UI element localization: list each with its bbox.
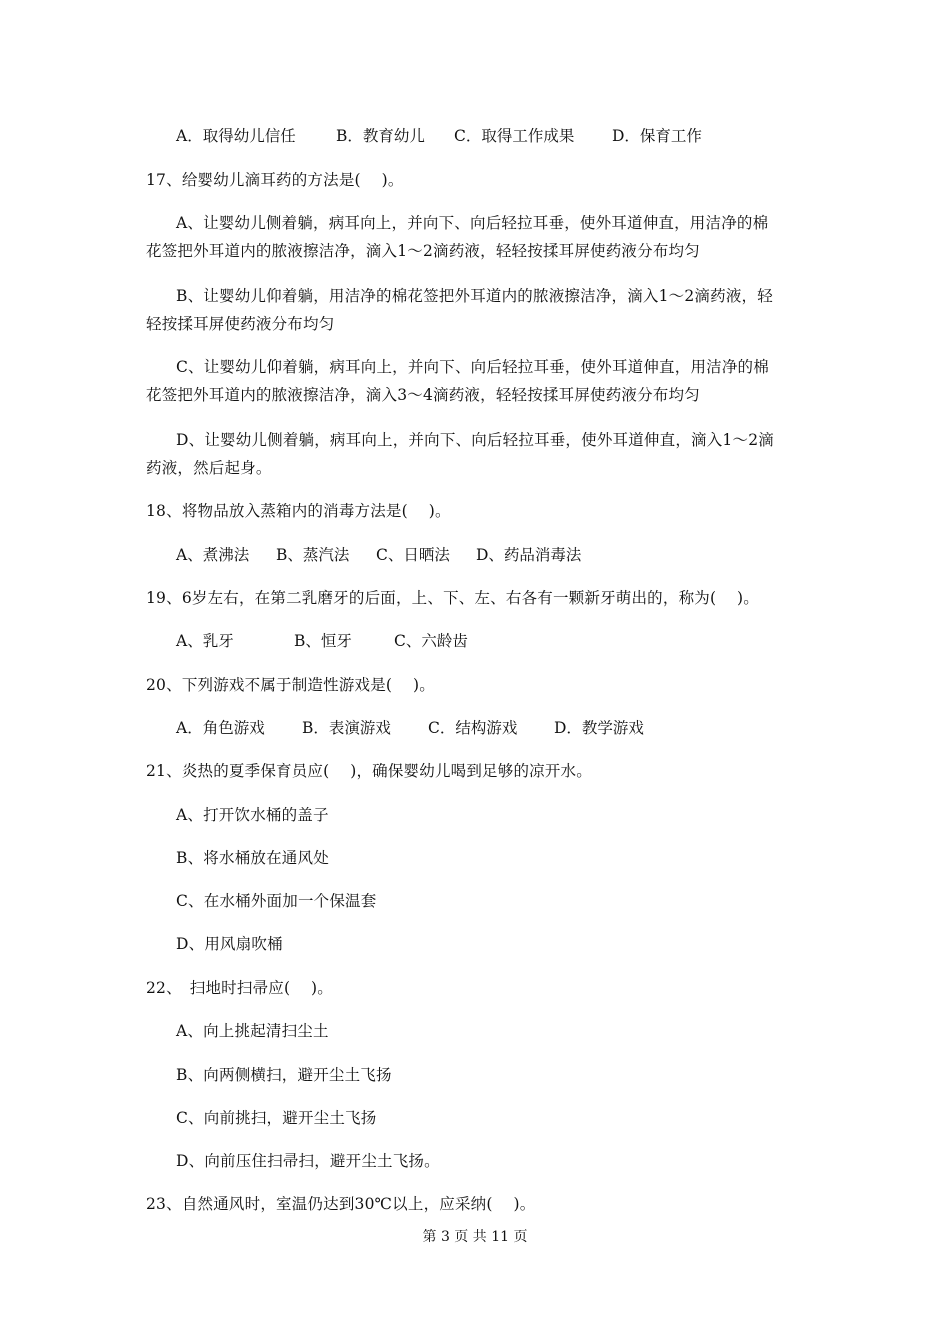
q19-option-b: B、恒牙 [294,632,352,650]
q21-option-a: A、打开饮水桶的盖子 [176,806,329,824]
q17-option-d-line2: 药液，然后起身。 [146,459,272,477]
q17-option-b-line1: B、让婴幼儿仰着躺，用洁净的棉花签把外耳道内的脓液擦洁净，滴入1～2滴药液，轻 [176,287,773,305]
q17-option-b-line2: 轻按揉耳屏使药液分布均匀 [146,315,335,333]
q22-option-d: D、向前压住扫帚扫，避开尘土飞扬。 [176,1152,440,1170]
q19-stem: 19、6岁左右，在第二乳磨牙的后面，上、下、左、右各有一颗新牙萌出的，称为( )。 [146,589,760,607]
q18-option-b: B、蒸汽法 [276,546,350,564]
q18-option-d: D、药品消毒法 [476,546,582,564]
q22-option-c: C、向前挑扫，避开尘土飞扬 [176,1109,377,1127]
q18-option-a: A、煮沸法 [176,546,250,564]
q17-option-c-line1: C、让婴幼儿仰着躺，病耳向上，并向下、向后轻拉耳垂，使外耳道伸直，用洁净的棉 [176,358,769,376]
q17-option-a-line2: 花签把外耳道内的脓液擦洁净，滴入1～2滴药液，轻轻按揉耳屏使药液分布均匀 [146,242,700,260]
q21-option-d: D、用风扇吹桶 [176,935,283,953]
q20-option-b: B．表演游戏 [302,719,391,737]
q16-option-a: A．取得幼儿信任 [176,127,296,145]
q20-option-a: A．角色游戏 [176,719,265,737]
q23-stem: 23、自然通风时，室温仍达到30℃以上，应采纳( )。 [146,1195,536,1213]
q16-option-c: C．取得工作成果 [454,127,575,145]
q17-option-a-line1: A、让婴幼儿侧着躺，病耳向上，并向下、向后轻拉耳垂，使外耳道伸直，用洁净的棉 [176,214,769,232]
q21-option-c: C、在水桶外面加一个保温套 [176,892,377,910]
q22-stem: 22、 扫地时扫帚应( )。 [146,979,333,997]
q17-option-c-line2: 花签把外耳道内的脓液擦洁净，滴入3～4滴药液，轻轻按揉耳屏使药液分布均匀 [146,386,700,404]
q20-option-d: D．教学游戏 [554,719,644,737]
q17-stem: 17、给婴幼儿滴耳药的方法是( )。 [146,171,404,189]
q22-option-b: B、向两侧横扫，避开尘土飞扬 [176,1066,392,1084]
q20-option-c: C．结构游戏 [428,719,518,737]
q18-option-c: C、日晒法 [376,546,450,564]
q16-option-b: B．教育幼儿 [336,127,425,145]
q21-option-b: B、将水桶放在通风处 [176,849,329,867]
q19-option-c: C、六龄齿 [394,632,468,650]
q20-stem: 20、下列游戏不属于制造性游戏是( )。 [146,676,435,694]
q19-option-a: A、乳牙 [176,632,234,650]
q21-stem: 21、炎热的夏季保育员应( )，确保婴幼儿喝到足够的凉开水。 [146,762,592,780]
q17-option-d-line1: D、让婴幼儿侧着躺，病耳向上，并向下、向后轻拉耳垂，使外耳道伸直，滴入1～2滴 [176,431,774,449]
q22-option-a: A、向上挑起清扫尘土 [176,1022,329,1040]
q18-stem: 18、将物品放入蒸箱内的消毒方法是( )。 [146,502,451,520]
q16-option-d: D．保育工作 [612,127,702,145]
page-footer: 第 3 页 共 11 页 [422,1229,528,1245]
